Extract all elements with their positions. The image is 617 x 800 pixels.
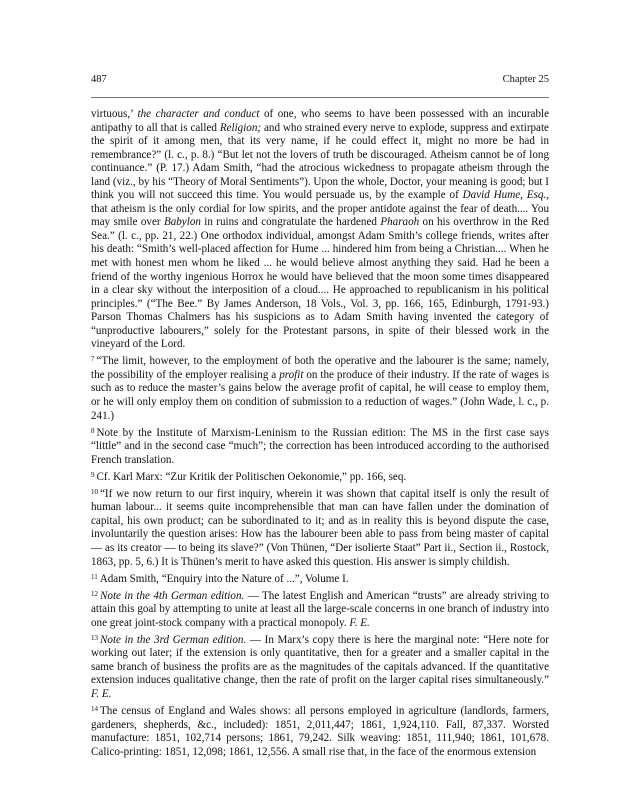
footnote-9 [91,471,549,485]
italic-text: F. E. [349,616,370,629]
footnote-marker: 12 [91,589,98,598]
italic-text: the character and conduct [137,108,260,120]
header-rule [91,97,549,98]
text-run: of one, who seems to have been possessed with an incurable antipathy to all that is called [91,108,549,134]
footnote-10 [91,488,549,569]
page-body [91,108,549,763]
text-run: Note by the Institute of Marxism-Leninism to the Russian edition: The MS in the first case says “little” and in the second case “much”; the correction has been introduced according to the authorised French translation. [91,426,549,466]
footnote-8 [91,427,549,468]
footnote-marker: 8 [91,426,95,435]
text-run: virtuous,’ [91,108,138,120]
text-run: Cf. Karl Marx: “Zur Kritik der Politischen Oekonomie,” pp. 166, seq. [96,470,407,483]
footnote-marker: 14 [91,704,98,713]
text-run: and who strained every nerve to explode, suppress and extirpate the spirit of it among men, that its very name, if he could effect it, might no more be had in remembrance?” (l. c., p. 8.) “But let not the lovers of truth be discouraged. Atheism cannot be of long continuance.” (P. 17.) Adam Smith, “had the atrocious wickedness to propagate atheism through the land (viz., by his “Theory of Moral Sentiments”). Upon the whole, Doctor, your meaning is good; but I think you will not succeed this time. You would persuade us, by the example of [91,121,549,202]
italic-text: profit [279,368,304,381]
text-run: — The latest English and American “trusts” are already striving to attain this goal by attempting to unite at least all the large-scale concerns in one branch of industry into one great joint-stock company with a practical monopoly. [91,589,550,629]
text-run: Adam Smith, “Enquiry into the Nature of ...”, Volume I. [99,572,349,585]
footnote-marker: 11 [91,572,98,581]
footnote-14 [91,705,549,759]
footnote-11 [91,573,549,587]
text-run: “The limit, however, to the employment of both the operative and the labourer is the same; namely, the possibility of the employer realising a [91,355,549,381]
footnote-continuation [91,108,549,352]
footnote-marker: 13 [91,633,98,642]
text-run: The census of England and Wales shows: all persons employed in agriculture (landlords, farmers, gardeners, shepherds, &c., included): 1851, 2,011,447; 1861, 1,924,110. Fall, 87,337. Worsted manufacture: 1851, 102,714 persons; 1861, 79,242. Silk weaving: 1851, 111,940; 1861, 101,678. Calico-printing: 1851, 12,098; 1861, 12,556. A small rise that, in the face of the enormous extension [91,704,549,758]
text-run: in ruins and congratulate the hardened [200,216,381,229]
footnote-marker: 9 [91,470,95,479]
italic-text: Religion; [219,121,262,134]
footnote-marker: 7 [91,355,95,364]
text-run: on his overthrow in the Red Sea.” (l. c., pp. 21, 22.) One orthodox individual, amongst Adam Smith’s college friends, writes after his death: “Smith’s well-placed affection for Hume ... hindered him from being a Christian.... When he met with honest men whom he liked ... he would believe almost anything they said. Had he been a friend of the worthy ingenious Horrox he would have believed that the moon some times disappeared in a clear sky without the interposition of a cloud.... He approached to republicanism in his political principles.” (“The Bee.” By James Anderson, 18 Vols., Vol. 3, pp. 166, 165, Edinburgh, 1791-93.) Parson Thomas Chalmers has his suspicions as to Adam Smith having invented the category of “unproductive labourers,” solely for the Protestant parsons, in spite of their blessed work in the vineyard of the Lord. [91,216,550,351]
footnote-7 [91,355,549,423]
footnote-13 [91,634,549,702]
chapter-title: Chapter 25 [502,74,549,85]
text-run: — In Marx’s copy there is here the marginal note: “Here note for working out later; if the extension is only quantitative, then for a greater and a smaller capital in the same branch of business the profits are as the magnitudes of the capitals advanced. If the quantitative extension induces qualitative change, then the rate of profit on the larger capital rises simultaneously.” [91,633,549,687]
footnote-12 [91,590,549,631]
text-run: that atheism is the only cordial for low spirits, and the proper antidote against the fear of death.... You may smile over [91,202,549,229]
italic-text: Note in the 3rd German edition. [100,633,247,646]
text-run: on the produce of their industry. If the rate of wages is such as to reduce the master’s gains below the average profit of capital, he will cease to employ them, or he will only employ them on condition of submission to a reduction of wages.” (John Wade, l. c., p. 241.) [91,368,550,422]
page-number: 487 [91,74,107,85]
italic-text: F. E. [91,687,112,700]
italic-text: Pharaoh [380,216,420,229]
italic-text: Babylon [163,216,201,229]
italic-text: David Hume, Esq., [462,189,549,202]
footnote-marker: 10 [91,487,98,496]
italic-text: Note in the 4th German edition. [100,589,245,602]
text-run: “If we now return to our first inquiry, wherein it was shown that capital itself is only the result of human labour... it seems quite incomprehensible that man can have fallen under the domination of capital, his own product; can be subordinated to it; and as in reality this is beyond dispute the case, involuntarily the question arises: How has the labourer been able to pass from being master of capital — as its creator — to being its slave?” (Von Thünen, “Der isolierte Staat” Part ii., Section ii., Rostock, 1863, pp. 5, 6.) It is Thünen’s merit to have asked this question. His answer is simply childish. [91,487,549,568]
